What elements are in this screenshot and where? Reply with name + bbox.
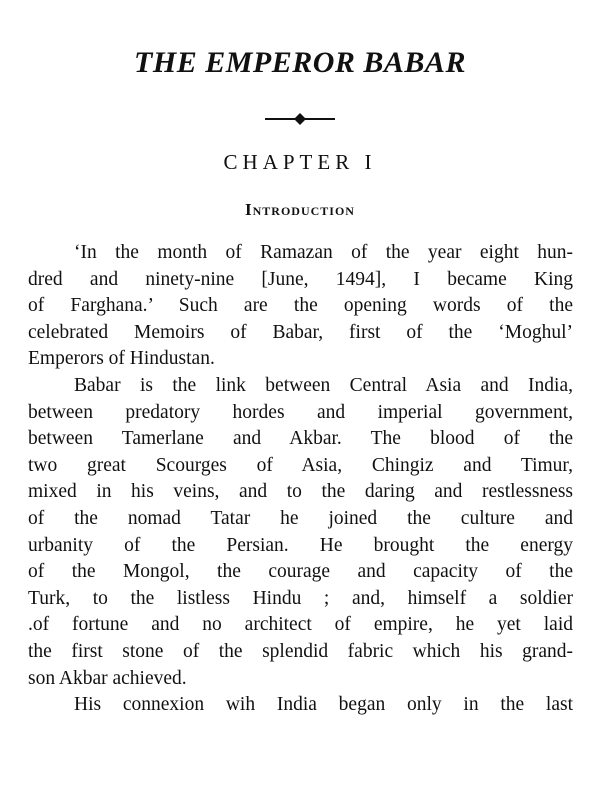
- text-line: mixed in his veins, and to the daring and restlessness: [28, 481, 573, 503]
- section-heading: Introduction: [245, 200, 355, 219]
- text-line: ‘In the month of Ramazan of the year eight hun-: [74, 242, 573, 263]
- body-text: [28, 240, 573, 719]
- text-line: Babar is the link between Central Asia and India,: [74, 374, 573, 396]
- text-line: between predatory hordes and imperial government,: [28, 401, 573, 423]
- text-line: Emperors of Hindustan.: [28, 348, 215, 370]
- book-title: THE EMPEROR BABAR: [134, 46, 466, 79]
- text-line: of the Mongol, the courage and capacity of the: [28, 561, 573, 583]
- text-line: of Farghana.’ Such are the opening words of the: [28, 295, 573, 317]
- text-line: urbanity of the Persian. He brought the energy: [28, 534, 573, 556]
- chapter-heading: CHAPTER I: [223, 150, 377, 174]
- text-line: His connexion wih India began only in the last: [74, 694, 573, 716]
- text-line: Turk, to the listless Hindu ; and, himself a soldier: [28, 587, 573, 609]
- text-line: of the nomad Tatar he joined the culture and: [28, 507, 573, 529]
- text-line: dred and ninety-nine [June, 1494], I became King: [28, 268, 573, 290]
- text-line: two great Scourges of Asia, Chingiz and Timur,: [28, 454, 573, 476]
- text-line: son Akbar achieved.: [28, 667, 187, 689]
- text-line: between Tamerlane and Akbar. The blood of the: [28, 428, 573, 450]
- text-line: .of fortune and no architect of empire, he yet laid: [28, 614, 573, 636]
- ornament-divider: [263, 112, 337, 126]
- text-line: celebrated Memoirs of Babar, first of the ‘Moghul’: [28, 321, 573, 343]
- text-line: the first stone of the splendid fabric which his grand-: [28, 640, 573, 662]
